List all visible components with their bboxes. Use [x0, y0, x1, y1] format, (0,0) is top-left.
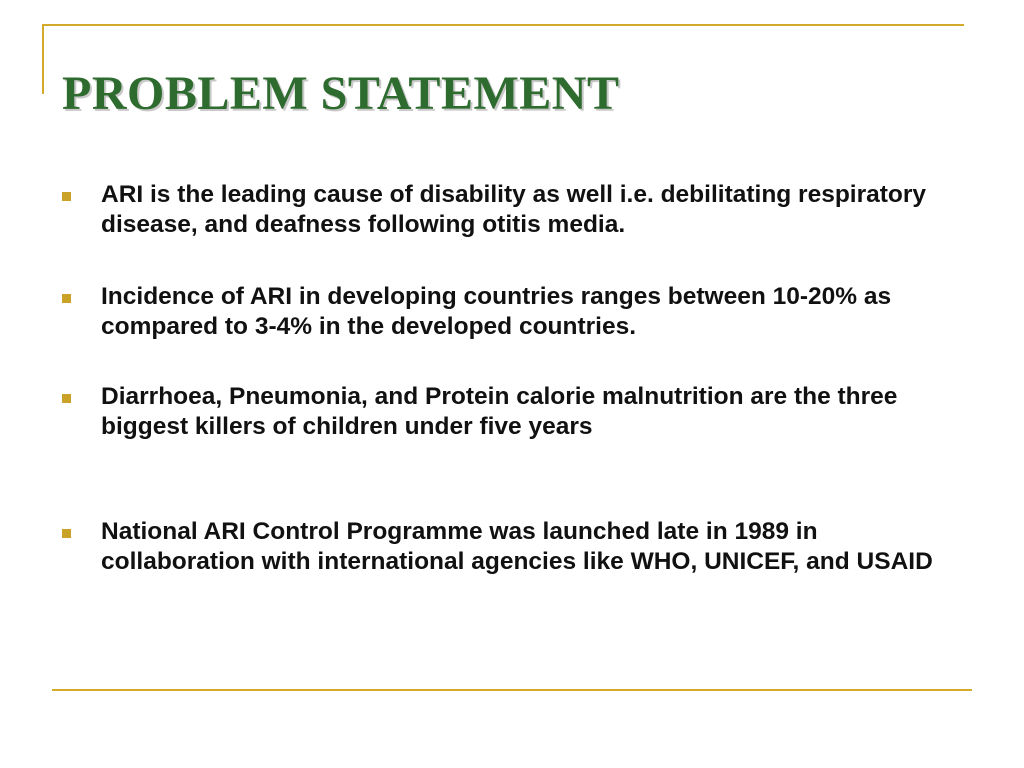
top-rule — [42, 24, 964, 26]
bottom-rule — [52, 689, 972, 691]
square-bullet-icon — [62, 394, 71, 403]
bullet-text: National ARI Control Programme was launched late in 1989 in collaboration with international agencies like WHO, UNICEF, and USAID — [101, 518, 933, 575]
bullet-item — [62, 517, 967, 577]
bullet-text: Incidence of ARI in developing countries ranges between 10-20% as compared to 3-4% in the developed countries. — [101, 283, 892, 340]
bullet-text: ARI is the leading cause of disability as well i.e. debilitating respiratory disease, and deafness following otitis media. — [101, 181, 927, 238]
square-bullet-icon — [62, 192, 71, 201]
bullet-item — [62, 282, 967, 342]
bullet-item — [62, 382, 967, 442]
slide-title: PROBLEM STATEMENT — [62, 67, 620, 120]
square-bullet-icon — [62, 294, 71, 303]
left-rule — [42, 24, 44, 94]
square-bullet-icon — [62, 529, 71, 538]
bullet-item — [62, 180, 967, 240]
bullet-text: Diarrhoea, Pneumonia, and Protein calorie malnutrition are the three biggest killers of children under five years — [101, 383, 898, 440]
